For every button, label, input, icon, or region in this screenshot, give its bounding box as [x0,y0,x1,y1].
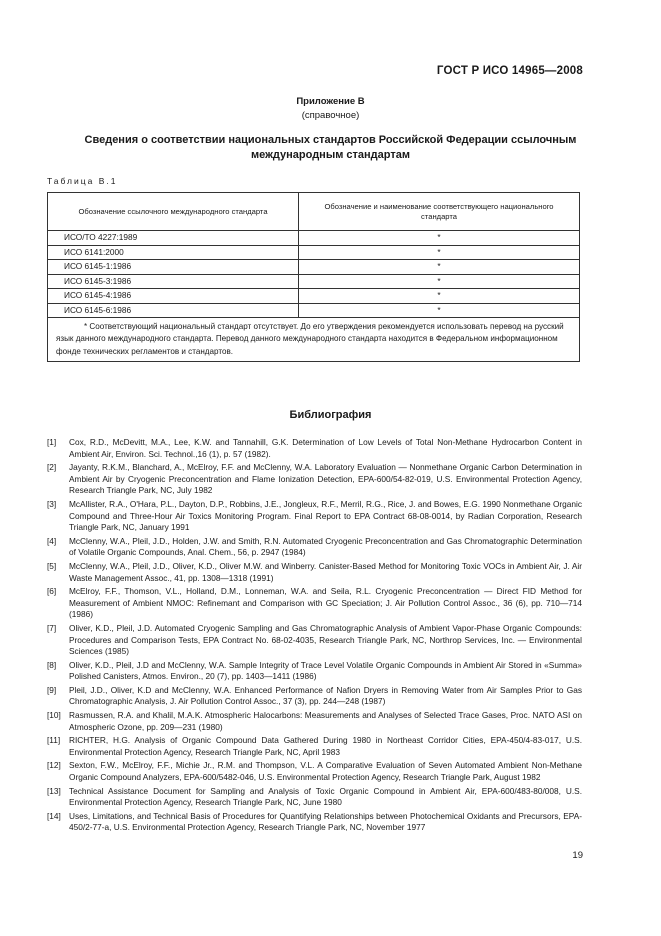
bibliography-item [47,437,582,460]
column-header-national: Обозначение и наименование соответствующего национального стандарта [299,193,580,231]
bibliography-item [47,561,582,584]
bibliography-item [47,660,582,683]
bibliography-item-text: McClenny, W.A., Pleil, J.D., Oliver, K.D., Oliver M.W. and Winberry. Canister-Based Method for Monitoring Toxic VOCs in Ambient Air, J. Air Waste Management Assoc., 41, pp. 1308—1318 (1991) [69,560,582,583]
bibliography-item-text: McClenny, W.A., Pleil, J.D., Holden, J.W. and Smith, R.N. Automated Cryogenic Preconcentration and Gas Chromatographic Determination of Volatile Organic Compounds, Anal. Chem., 56, p. 2947 (1984) [69,535,582,558]
bibliography-item [47,786,582,809]
national-standard-cell: * [299,245,580,260]
bibliography-item [47,811,582,834]
correspondence-table [47,192,580,362]
national-standard-cell: * [299,260,580,275]
column-header-international: Обозначение ссылочного международного стандарта [48,193,299,231]
table-note-row [48,318,580,362]
table-row [48,245,580,260]
bibliography-item-number: [11] [47,735,61,746]
bibliography-item [47,623,582,658]
national-standard-cell: * [299,274,580,289]
table-header-row [48,193,580,231]
bibliography-item [47,735,582,758]
table-label: Таблица В.1 [47,176,118,186]
table-row [48,260,580,275]
bibliography-item-number: [12] [47,760,61,771]
bibliography-item [47,462,582,497]
table-body [48,231,580,318]
bibliography-item-number: [2] [47,462,57,473]
bibliography-item-text: Jayanty, R.K.M., Blanchard, A., McElroy, F.F. and McClenny, W.A. Laboratory Evaluation — Nonmethane Organic Carbon Determination in Ambient Air by Cryogenic Preconcentration and Flame Ionization Detection, EPA-600/54-82-019, U.S. Environmental Protection Agency, Research Triangle Park, NC, July 1982 [69,462,582,496]
bibliography-item-number: [8] [47,659,57,670]
bibliography-item-number: [1] [47,437,57,447]
bibliography-item-text: Oliver, K.D., Pleil, J.D and McClenny, W.A. Sample Integrity of Trace Level Volatile Organic Compounds in Ambient Air Stored in «Summa» Polished Canisters, Atmos. Environ., 20 (7), pp. 1403—1411 (1986) [69,659,582,682]
annex-title: Приложение В [296,96,365,107]
international-standard-cell: ИСО 6145-6:1986 [48,303,299,318]
international-standard-cell: ИСО 6145-3:1986 [48,274,299,289]
bibliography-item-text: Rasmussen, R.A. and Khalil, M.A.K. Atmospheric Halocarbons: Measurements and Analyses of Selected Trace Gases, Proc. NATO ASI on Atmospheric Ozone, pp. 209—231 (1980) [69,710,582,732]
international-standard-cell: ИСО/ТО 4227:1989 [48,231,299,246]
bibliography-item-text: McElroy, F.F., Thomson, V.L., Holland, D.M., Lonneman, W.A. and Seila, R.L. Cryogenic Preconcentration — Direct FID Method for Measurement of Ambient NMOC: Refinemant and Comparison with GC Speciation; J. Air Pollution Control Assoc., 36 (6), pp. 710—714 (1986) [69,586,582,620]
table-row [48,289,580,304]
bibliography-item-text: Technical Assistance Document for Sampling and Analysis of Toxic Organic Compound in Ambient Air, EPA-600/483-80/008, U.S. Environmental Protection Agency, Research Triangle Park, NC, June 1980 [69,785,582,808]
page-number: 19 [572,850,583,861]
bibliography-item-text: Oliver, K.D., Pleil, J.D. Automated Cryogenic Sampling and Gas Chromatographic Analysis of Ambient Vapor-Phase Organic Compounds: Procedures and Comparison Tests, EPA Contract No. 68-02-4035, Research Triangle Park, NC, Northrop Services, Inc. — Environmental Sciences (1985) [69,622,582,657]
bibliography-item [47,499,582,534]
bibliography-item-number: [14] [47,810,61,821]
table-footnote [48,318,580,362]
table-row [48,274,580,289]
national-standard-cell: * [299,289,580,304]
bibliography-item-text: Cox, R.D., McDevitt, M.A., Lee, K.W. and Tannahill, G.K. Determination of Low Levels of Total Non-Methane Hydrocarbon Content in Ambient Air, Environ. Sci. Technol.,16 (1), p. 57 (1982). [69,437,582,459]
bibliography-item-number: [4] [47,535,57,546]
bibliography-item [47,760,582,783]
bibliography-list [47,437,582,836]
bibliography-item-number: [3] [47,498,57,509]
national-standard-cell: * [299,231,580,246]
bibliography-item [47,710,582,733]
international-standard-cell: ИСО 6145-4:1986 [48,289,299,304]
bibliography-item-number: [6] [47,586,57,597]
table-row [48,303,580,318]
national-standard-cell: * [299,303,580,318]
bibliography-item-number: [13] [47,785,61,796]
bibliography-item-text: Uses, Limitations, and Technical Basis of Procedures for Quantifying Relationships between Photochemical Oxidants and Precursors, EPA-450/2-77-a, U.S. Environmental Protection Agency, Research Triangle Park, NC, November 1977 [69,810,582,833]
international-standard-cell: ИСО 6145-1:1986 [48,260,299,275]
bibliography-item-number: [9] [47,684,57,695]
bibliography-item [47,685,582,708]
table-row [48,231,580,246]
bibliography-item-text: RICHTER, H.G. Analysis of Organic Compound Data Gathered During 1980 in Northeast Corridor Cities, EPA-450/4-83-017, U.S. Environmental Protection Agency, Research Triangle Park, NC, April 1983 [69,735,582,757]
section-title: Сведения о соответствии национальных стандартов Российской Федерации ссылочным международным стандартам [84,134,577,161]
annex-subtitle: (справочное) [301,110,360,121]
bibliography-item [47,586,582,621]
bibliography-title: Библиография [289,409,372,421]
annex-heading [0,95,661,123]
bibliography-item-number: [5] [47,560,57,571]
bibliography-item-text: Sexton, F.W., McElroy, F.F., Michie Jr., R.M. and Thompson, V.L. A Comparative Evaluation of Seven Automated Ambient Non-Methane Organic Compound Analyzers, EPA-600/5482-046, U.S. Environmental Protection Agency, Research Triangle Park, August 1982 [69,760,582,783]
bibliography-item-number: [7] [47,622,57,633]
bibliography-item-number: [10] [47,710,61,721]
footnote-text: * Соответствующий национальный стандарт отсутствует. До его утверждения рекомендуется использовать перевод на русский язык данного международного стандарта. Перевод данного международного стандарта находится в Федеральном информационном фонде технических регламентов и стандартов. [56,322,564,356]
bibliography-item [47,536,582,559]
international-standard-cell: ИСО 6141:2000 [48,245,299,260]
bibliography-item-text: McAllister, R.A., O'Hara, P.L., Dayton, D.P., Robbins, J.E., Jongleux, R.F., Merril, R.G., Rice, J. and Bowes, E.G. 1990 Nonmethane Organic Compound and Three-Hour Air Toxics Monitoring Program. Final Report to EPA Contract 68-08-0014, by Radian Corporation, Research Triangle Park, NC, January 1991 [69,498,582,533]
document-id-header: ГОСТ Р ИСО 14965—2008 [436,65,583,77]
bibliography-item-text: Pleil, J.D., Oliver, K.D and McClenny, W.A. Enhanced Performance of Nafion Dryers in Removing Water from Air Samples Prior to Gas Chromatographic Analysis, J. Air Pollution Control Assoc., 37 (3), pp. 244—248 (1987) [69,684,582,707]
